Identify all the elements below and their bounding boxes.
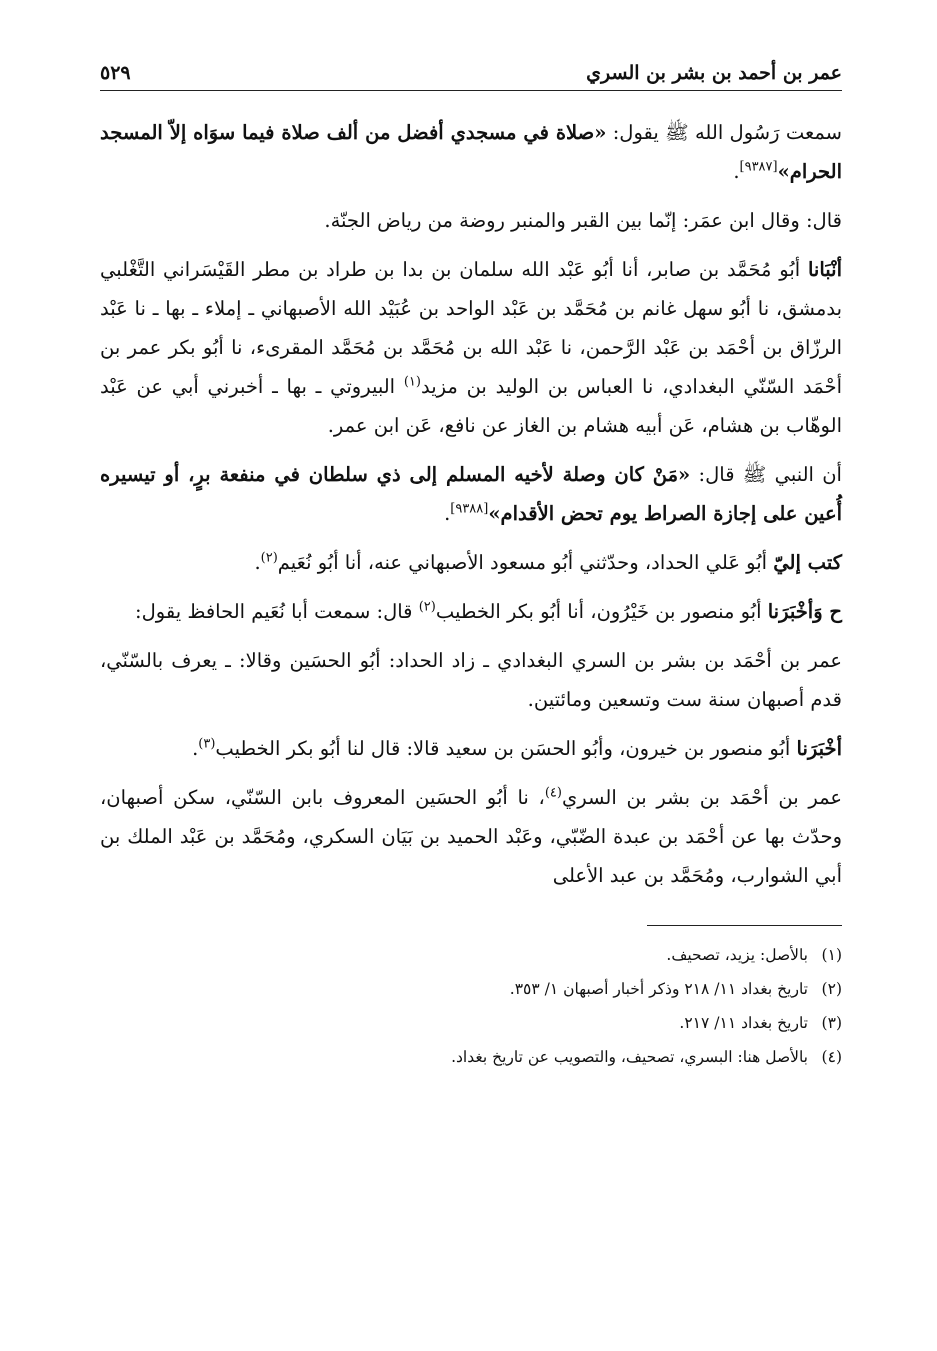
footnote-mark-3: (٣): [198, 736, 216, 752]
running-title: عمر بن أحمد بن بشر بن السري: [586, 62, 842, 84]
footnote-mark-4: (٤): [544, 785, 562, 801]
footnote-text: تاريخ بغداد ١١/ ٢١٧.: [679, 1014, 808, 1032]
paragraph-2: قال: وقال ابن عمَر: إنّما بين القبر والمنبر روضة من رياض الجنّة.: [324, 209, 842, 232]
p4-intro: أن النبي ﷺ قال:: [690, 463, 842, 486]
p1-intro: سمعت رَسُول الله ﷺ يقول:: [606, 121, 842, 144]
footnote-divider: [647, 925, 842, 926]
main-text: [100, 113, 842, 895]
hadith-ref-2: [٩٣٨٨]: [450, 501, 489, 517]
p6-text-a: أبُو منصور بن خَيْرُون، أنا أبُو بكر الخطيب: [435, 600, 768, 623]
footnote-text: بالأصل: يزيد، تصحيف.: [666, 946, 808, 964]
footnote-number: (١): [821, 946, 842, 964]
p3-text-b: البيروتي ـ بها ـ أخبرني أبي عن عَبْد الوهّاب بن هشام، عَن أبيه هشام بن الغاز عن نافع، عَن ابن عمر.: [100, 375, 842, 437]
running-header: [100, 62, 842, 91]
paragraph-6: [100, 592, 842, 631]
footnote-item: [100, 972, 842, 1006]
paragraph-9: [100, 778, 842, 895]
paragraph-8: [100, 729, 842, 768]
p5-end: .: [254, 551, 261, 574]
footnote-item: [100, 938, 842, 972]
hadith-quote-2: «مَنْ كان وصلة لأخيه المسلم إلى ذي سلطان في منفعة برٍ، أو تيسيره أُعين على إجازة الصراط يوم تحض الأقدام»: [100, 463, 842, 525]
footnote-number: (٢): [821, 980, 842, 998]
paragraph-7: عمر بن أحْمَد بن بشر بن السري البغدادي ـ زاد الحداد: أبُو الحسَين وقالا: ـ يعرف بالسّنّي، قدم أصبهان سنة ست وتسعين ومائتين.: [100, 649, 842, 711]
footnote-text: تاريخ بغداد ١١/ ٢١٨ وذكر أخبار أصبهان ١/ ٣٥٣.: [509, 980, 808, 998]
footnote-mark-2a: (٢): [260, 550, 278, 566]
footnote-number: (٤): [821, 1048, 842, 1066]
p4-end: .: [444, 502, 451, 525]
p5-text: أبُو عَلي الحداد، وحدّثني أبُو مسعود الأصبهاني عنه، أنا أبُو نُعَيم: [277, 551, 774, 574]
p1-end: .: [733, 160, 740, 183]
paragraph-5: [100, 543, 842, 582]
footnote-text: بالأصل هنا: البسري، تصحيف، والتصويب عن تاريخ بغداد.: [451, 1048, 808, 1066]
p3-text-a: أبُو مُحَمَّد بن صابر، أنا أبُو عَبْد الله سلمان بن بدا بن طراد بن مطر القَيْسَراني التَّغْلبي بدمشق، نا أبُو سهل غانم بن مُحَمَّد بن عَبْد الواحد بن عُبَيْد الله الأصبهاني ـ إملاء ـ بها ـ نا عَبْد الرزّاق بن أحْمَد بن عَبْد الرَّحمن، نا عَبْد الله بن مُحَمَّد بن مُحَمَّد المقرىء، نا أبُو بكر عمر بن أحْمَد السّنّي البغدادي، نا العباس بن الوليد بن مزيد: [100, 258, 842, 398]
p9-text-b: ، نا أبُو الحسَين المعروف بابن السّنّي، سكن أصبهان، وحدّث بها عن أحْمَد بن عبدة الضّبّي، وعَبْد الحميد بن بَيَان السكري، ومُحَمَّد بن عَبْد الملك بن أبي الشوارب، ومُحَمَّد بن عبد الأعلى: [100, 786, 842, 887]
p8-end: .: [192, 737, 199, 760]
isnad-lead-2: كتب إليّ: [773, 551, 842, 574]
footnote-item: [100, 1006, 842, 1040]
footnote-mark-2b: (٢): [418, 599, 436, 615]
isnad-lead-1: أنْبَانا: [807, 258, 842, 281]
footnote-mark-1: (١): [403, 374, 421, 390]
isnad-lead-4: أخْبَرَنا: [796, 737, 842, 760]
paragraph-3: [100, 250, 842, 445]
p8-text: أبُو منصور بن خيرون، وأبُو الحسَن بن سعيد قالا: قال لنا أبُو بكر الخطيب: [215, 737, 797, 760]
page-number: ٥٢٩: [100, 62, 131, 84]
paragraph-4: [100, 455, 842, 533]
p9-text-a: عمر بن أحْمَد بن بشر بن السري: [561, 786, 842, 809]
hadith-ref-1: [٩٣٨٧]: [739, 159, 778, 175]
footnotes: [100, 938, 842, 1074]
isnad-lead-3: ح وَأخْبَرَنا: [767, 600, 842, 623]
hadith-quote-1: «صلاة في مسجدي أفضل من ألف صلاة فيما سوَاه إلاّ المسجد الحرام»: [100, 121, 842, 183]
footnote-number: (٣): [821, 1014, 842, 1032]
p6-text-b: قال: سمعت أبا نُعَيم الحافظ يقول:: [135, 600, 419, 623]
paragraph-1: [100, 113, 842, 191]
book-page: [100, 62, 842, 1074]
footnote-item: [100, 1040, 842, 1074]
